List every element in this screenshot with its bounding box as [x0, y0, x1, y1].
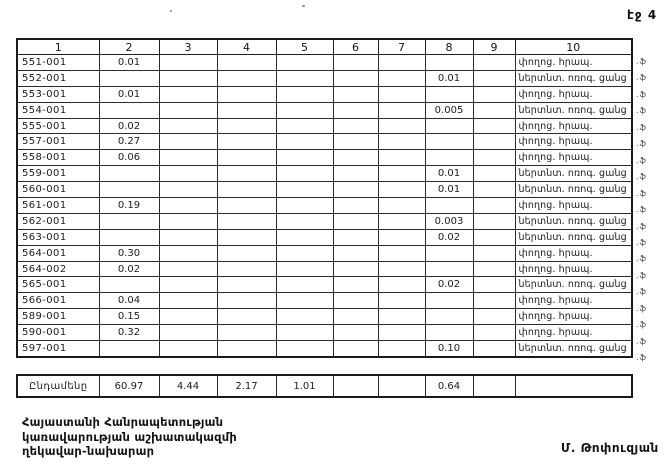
cell-c7 [378, 245, 425, 261]
cell-c4 [217, 245, 276, 261]
cell-c2 [99, 70, 159, 86]
cell-c5 [276, 245, 333, 261]
total-c5: 1.01 [276, 375, 333, 397]
cell-c10: փողոց. հրապ. [515, 293, 632, 309]
column-header: 2 [99, 39, 159, 55]
cell-c9 [473, 309, 515, 325]
cell-c4 [217, 134, 276, 150]
cell-c6 [333, 134, 378, 150]
cell-c7 [378, 213, 425, 229]
cell-c2: 0.32 [99, 325, 159, 341]
scan-edge-artifact: .ֆ [636, 287, 647, 297]
table-row [17, 70, 632, 86]
cell-c7 [378, 261, 425, 277]
signature-name: Մ. Թոփուզյան [561, 441, 659, 455]
scan-edge-artifact: .ֆ [636, 139, 647, 149]
cell-c2 [99, 213, 159, 229]
cell-c2: 0.01 [99, 86, 159, 102]
scan-edge-artifact: .ֆ [636, 254, 647, 264]
cell-c10: ներտնտ. ոռոգ. ցանց [515, 70, 632, 86]
cell-c9 [473, 150, 515, 166]
table-row [17, 166, 632, 182]
column-header: 1 [17, 39, 99, 55]
column-header: 7 [378, 39, 425, 55]
cell-c3 [159, 245, 217, 261]
cell-c4 [217, 229, 276, 245]
table-row [17, 213, 632, 229]
total-c2: 60.97 [99, 375, 159, 397]
cell-c2: 0.19 [99, 198, 159, 214]
cell-c6 [333, 55, 378, 71]
footer-line: կառավարության աշխատակազմի [22, 429, 237, 444]
cell-c7 [378, 55, 425, 71]
cell-c2 [99, 277, 159, 293]
cell-c10: փողոց. հրապ. [515, 245, 632, 261]
header-row [17, 39, 632, 55]
cell-c9 [473, 325, 515, 341]
table-row [17, 261, 632, 277]
table-row [17, 86, 632, 102]
cell-c3 [159, 86, 217, 102]
column-header: 3 [159, 39, 217, 55]
cell-c5 [276, 166, 333, 182]
cell-c9 [473, 198, 515, 214]
total-row [17, 375, 632, 397]
cell-c10: ներտնտ. ոռոգ. ցանց [515, 182, 632, 198]
scan-speck [302, 5, 305, 7]
cell-c1: 590-001 [17, 325, 99, 341]
cell-c7 [378, 198, 425, 214]
cell-c4 [217, 55, 276, 71]
cell-c1: 558-001 [17, 150, 99, 166]
cell-c1: 562-001 [17, 213, 99, 229]
scan-speck [170, 10, 172, 12]
column-header: 10 [515, 39, 632, 55]
scan-edge-artifact: .ֆ [636, 122, 647, 132]
cell-c2: 0.04 [99, 293, 159, 309]
cell-c8 [425, 86, 473, 102]
scan-edge-artifact: .ֆ [636, 188, 647, 198]
cell-c3 [159, 293, 217, 309]
cell-c3 [159, 229, 217, 245]
cell-c4 [217, 293, 276, 309]
footer-signatory-title [22, 415, 237, 459]
cell-c1: 561-001 [17, 198, 99, 214]
cell-c10: ներտնտ. ոռոգ. ցանց [515, 277, 632, 293]
scan-edge-artifact: .ֆ [636, 73, 647, 83]
cell-c8 [425, 118, 473, 134]
cell-c6 [333, 102, 378, 118]
cell-c4 [217, 198, 276, 214]
cell-c6 [333, 341, 378, 357]
cell-c2 [99, 102, 159, 118]
column-header: 5 [276, 39, 333, 55]
scan-edge-artifact: .ֆ [636, 320, 647, 330]
cell-c6 [333, 229, 378, 245]
cell-c6 [333, 70, 378, 86]
table-row [17, 182, 632, 198]
table-row [17, 293, 632, 309]
cell-c4 [217, 182, 276, 198]
cell-c1: 566-001 [17, 293, 99, 309]
cell-c5 [276, 70, 333, 86]
cell-c3 [159, 182, 217, 198]
cell-c10: փողոց. հրապ. [515, 55, 632, 71]
cell-c7 [378, 86, 425, 102]
footer-line: ղեկավար-նախարար [22, 444, 155, 459]
cell-c3 [159, 341, 217, 357]
cell-c1: 565-001 [17, 277, 99, 293]
cell-c2 [99, 341, 159, 357]
cell-c5 [276, 277, 333, 293]
total-c6 [333, 375, 378, 397]
table-row [17, 341, 632, 357]
cell-c4 [217, 86, 276, 102]
cell-c4 [217, 70, 276, 86]
table-row [17, 150, 632, 166]
table-row [17, 102, 632, 118]
cell-c9 [473, 102, 515, 118]
cell-c4 [217, 213, 276, 229]
cell-c8: 0.003 [425, 213, 473, 229]
cell-c2: 0.30 [99, 245, 159, 261]
cell-c4 [217, 150, 276, 166]
total-c8: 0.64 [425, 375, 473, 397]
scan-edge-artifact: .ֆ [636, 237, 647, 247]
cell-c8 [425, 150, 473, 166]
scan-edge-artifact: .ֆ [636, 155, 647, 165]
cell-c10: փողոց. հրապ. [515, 134, 632, 150]
cell-c1: 564-001 [17, 245, 99, 261]
table-row [17, 325, 632, 341]
cell-c9 [473, 293, 515, 309]
scan-edge-artifact: .ֆ [636, 205, 647, 215]
cell-c9 [473, 277, 515, 293]
column-header: 4 [217, 39, 276, 55]
column-header: 9 [473, 39, 515, 55]
cell-c2 [99, 182, 159, 198]
data-table [16, 38, 633, 358]
cell-c8 [425, 55, 473, 71]
cell-c7 [378, 118, 425, 134]
cell-c5 [276, 309, 333, 325]
cell-c5 [276, 118, 333, 134]
table-row [17, 198, 632, 214]
table-row [17, 55, 632, 71]
cell-c8 [425, 325, 473, 341]
cell-c8 [425, 309, 473, 325]
cell-c10: փողոց. հրապ. [515, 118, 632, 134]
cell-c4 [217, 261, 276, 277]
page-number-label: էջ 4 [627, 8, 658, 22]
scan-edge-artifact: .ֆ [636, 172, 647, 182]
cell-c10: փողոց. հրապ. [515, 325, 632, 341]
cell-c1: 559-001 [17, 166, 99, 182]
cell-c9 [473, 229, 515, 245]
cell-c8: 0.01 [425, 166, 473, 182]
cell-c1: 551-001 [17, 55, 99, 71]
cell-c4 [217, 309, 276, 325]
cell-c8 [425, 261, 473, 277]
cell-c8: 0.01 [425, 70, 473, 86]
cell-c10: ներտնտ. ոռոգ. ցանց [515, 166, 632, 182]
footer-line: Հայաստանի Հանրապետության [22, 415, 224, 429]
cell-c6 [333, 166, 378, 182]
cell-c2: 0.02 [99, 261, 159, 277]
cell-c7 [378, 293, 425, 309]
cell-c9 [473, 261, 515, 277]
column-header: 8 [425, 39, 473, 55]
total-c4: 2.17 [217, 375, 276, 397]
column-header: 6 [333, 39, 378, 55]
cell-c2 [99, 166, 159, 182]
cell-c6 [333, 293, 378, 309]
cell-c5 [276, 261, 333, 277]
cell-c1: 555-001 [17, 118, 99, 134]
cell-c7 [378, 229, 425, 245]
cell-c4 [217, 166, 276, 182]
cell-c2: 0.02 [99, 118, 159, 134]
cell-c8 [425, 293, 473, 309]
cell-c6 [333, 198, 378, 214]
cell-c5 [276, 213, 333, 229]
scan-edge-artifact: .ֆ [636, 106, 647, 116]
cell-c10: փողոց. հրապ. [515, 86, 632, 102]
cell-c1: 563-001 [17, 229, 99, 245]
table-row [17, 229, 632, 245]
total-c3: 4.44 [159, 375, 217, 397]
cell-c6 [333, 118, 378, 134]
cell-c4 [217, 102, 276, 118]
table-row [17, 309, 632, 325]
cell-c7 [378, 166, 425, 182]
cell-c5 [276, 293, 333, 309]
cell-c7 [378, 182, 425, 198]
scan-edge-artifact: .ֆ [636, 89, 647, 99]
cell-c8: 0.02 [425, 277, 473, 293]
cell-c1: 560-001 [17, 182, 99, 198]
cell-c1: 589-001 [17, 309, 99, 325]
cell-c9 [473, 182, 515, 198]
scan-edge-artifact: .ֆ [636, 221, 647, 231]
cell-c5 [276, 229, 333, 245]
cell-c3 [159, 325, 217, 341]
cell-c1: 552-001 [17, 70, 99, 86]
total-c9 [473, 375, 515, 397]
cell-c10: փողոց. հրապ. [515, 309, 632, 325]
scan-edge-artifact: .ֆ [636, 336, 647, 346]
table-row [17, 134, 632, 150]
cell-c3 [159, 150, 217, 166]
cell-c3 [159, 55, 217, 71]
cell-c6 [333, 277, 378, 293]
cell-c9 [473, 213, 515, 229]
cell-c2 [99, 229, 159, 245]
cell-c3 [159, 166, 217, 182]
cell-c1: 564-002 [17, 261, 99, 277]
cell-c5 [276, 325, 333, 341]
table-body [17, 55, 632, 357]
cell-c8: 0.02 [425, 229, 473, 245]
cell-c4 [217, 325, 276, 341]
cell-c8 [425, 198, 473, 214]
cell-c4 [217, 341, 276, 357]
cell-c9 [473, 341, 515, 357]
cell-c10: փողոց. հրապ. [515, 261, 632, 277]
cell-c8: 0.10 [425, 341, 473, 357]
cell-c1: 597-001 [17, 341, 99, 357]
cell-c5 [276, 86, 333, 102]
cell-c3 [159, 198, 217, 214]
cell-c7 [378, 325, 425, 341]
cell-c10: փողոց. հրապ. [515, 150, 632, 166]
cell-c1: 557-001 [17, 134, 99, 150]
cell-c6 [333, 325, 378, 341]
cell-c5 [276, 55, 333, 71]
cell-c9 [473, 166, 515, 182]
cell-c4 [217, 277, 276, 293]
cell-c5 [276, 341, 333, 357]
cell-c5 [276, 102, 333, 118]
cell-c3 [159, 277, 217, 293]
cell-c10: ներտնտ. ոռոգ. ցանց [515, 229, 632, 245]
cell-c10: ներտնտ. ոռոգ. ցանց [515, 341, 632, 357]
cell-c9 [473, 134, 515, 150]
cell-c10: ներտնտ. ոռոգ. ցանց [515, 213, 632, 229]
cell-c6 [333, 86, 378, 102]
cell-c5 [276, 134, 333, 150]
cell-c8: 0.01 [425, 182, 473, 198]
scan-edge-artifact: .ֆ [636, 270, 647, 280]
total-c7 [378, 375, 425, 397]
cell-c8 [425, 134, 473, 150]
cell-c2: 0.15 [99, 309, 159, 325]
cell-c2: 0.06 [99, 150, 159, 166]
cell-c3 [159, 261, 217, 277]
cell-c3 [159, 102, 217, 118]
cell-c3 [159, 213, 217, 229]
cell-c9 [473, 70, 515, 86]
cell-c9 [473, 55, 515, 71]
cell-c9 [473, 86, 515, 102]
cell-c7 [378, 341, 425, 357]
cell-c10: ներտնտ. ոռոգ. ցանց [515, 102, 632, 118]
cell-c6 [333, 309, 378, 325]
cell-c4 [217, 118, 276, 134]
cell-c3 [159, 134, 217, 150]
cell-c5 [276, 150, 333, 166]
cell-c6 [333, 213, 378, 229]
cell-c9 [473, 245, 515, 261]
scan-edge-artifact: .ֆ [636, 303, 647, 313]
table-row [17, 245, 632, 261]
cell-c7 [378, 102, 425, 118]
scan-edge-artifact: .ֆ [636, 57, 647, 66]
cell-c7 [378, 150, 425, 166]
cell-c8: 0.005 [425, 102, 473, 118]
cell-c10: փողոց. հրապ. [515, 198, 632, 214]
cell-c6 [333, 261, 378, 277]
cell-c7 [378, 134, 425, 150]
table-row [17, 118, 632, 134]
cell-c6 [333, 245, 378, 261]
total-c1: Ընդամենը [17, 375, 99, 397]
cell-c6 [333, 150, 378, 166]
cell-c7 [378, 277, 425, 293]
cell-c1: 554-001 [17, 102, 99, 118]
cell-c5 [276, 198, 333, 214]
cell-c7 [378, 309, 425, 325]
scan-edge-artifact: .ֆ [636, 353, 647, 363]
cell-c9 [473, 118, 515, 134]
table-row [17, 277, 632, 293]
cell-c6 [333, 182, 378, 198]
cell-c8 [425, 245, 473, 261]
cell-c3 [159, 118, 217, 134]
total-table [16, 374, 633, 398]
cell-c3 [159, 309, 217, 325]
cell-c3 [159, 70, 217, 86]
cell-c5 [276, 182, 333, 198]
cell-c2: 0.27 [99, 134, 159, 150]
cell-c7 [378, 70, 425, 86]
cell-c2: 0.01 [99, 55, 159, 71]
cell-c1: 553-001 [17, 86, 99, 102]
total-c10 [515, 375, 632, 397]
